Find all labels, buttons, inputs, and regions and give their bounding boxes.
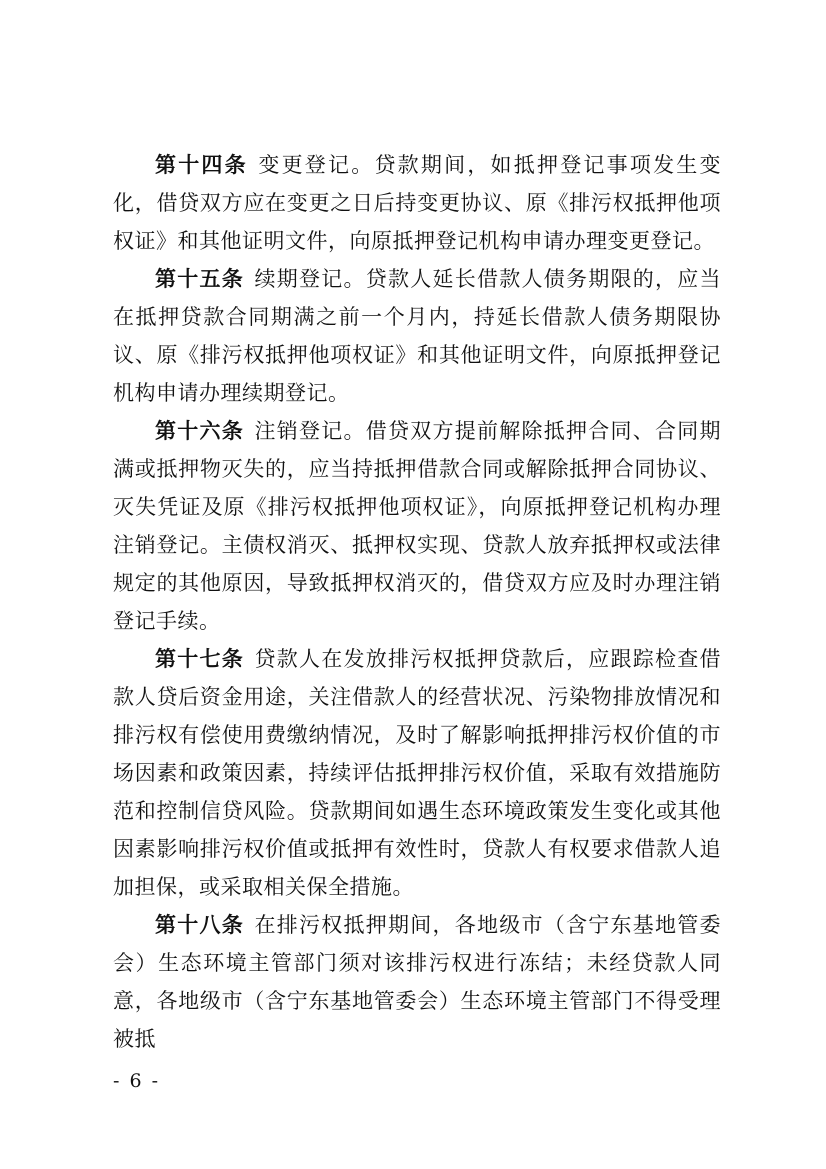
article-text: 贷款人在发放排污权抵押贷款后，应跟踪检查借款人贷后资金用途，关注借款人的经营状况、污染物排放情况和排污权有偿使用费缴纳情况，及时了解影响抵押排污权价值的市场因素和政策因素，持续评估抵押排污权价值，采取有效措施防范和控制信贷风险。贷款期间如遇生态环境政策发生变化或其他因素影响排污权价值或抵押有效性时，贷款人有权要求借款人追加担保，或采取相关保全措施。 — [113, 647, 721, 899]
article-number: 第十七条 — [155, 646, 244, 671]
article-number: 第十四条 — [155, 152, 248, 177]
page-number: - 6 - — [113, 1070, 161, 1092]
article-18 — [113, 906, 721, 1058]
article-text: 注销登记。借贷双方提前解除抵押合同、合同期满或抵押物灭失的，应当持抵押借款合同或解除抵押合同协议、灭失凭证及原《排污权抵押他项权证》，向原抵押登记机构办理注销登记。主债权消灭、抵押权实现、贷款人放弃抵押权或法律规定的其他原因，导致抵押权消灭的，借贷双方应及时办理注销登记手续。 — [113, 419, 721, 633]
article-16 — [113, 412, 721, 640]
article-text: 续期登记。贷款人延长借款人债务期限的，应当在抵押贷款合同期满之前一个月内，持延长借款人债务期限协议、原《排污权抵押他项权证》和其他证明文件，向原抵押登记机构申请办理续期登记。 — [113, 267, 721, 405]
article-number: 第十八条 — [155, 912, 244, 937]
document-body — [113, 146, 721, 1058]
article-number: 第十五条 — [155, 266, 244, 291]
article-17 — [113, 640, 721, 906]
article-number: 第十六条 — [155, 418, 244, 443]
article-15 — [113, 260, 721, 412]
article-text: 在排污权抵押期间，各地级市（含宁东基地管委会）生态环境主管部门须对该排污权进行冻结；未经贷款人同意，各地级市（含宁东基地管委会）生态环境主管部门不得受理被抵 — [113, 913, 721, 1051]
article-text: 变更登记。贷款期间，如抵押登记事项发生变化，借贷双方应在变更之日后持变更协议、原《排污权抵押他项权证》和其他证明文件，向原抵押登记机构申请办理变更登记。 — [113, 153, 722, 253]
article-14 — [113, 146, 721, 260]
